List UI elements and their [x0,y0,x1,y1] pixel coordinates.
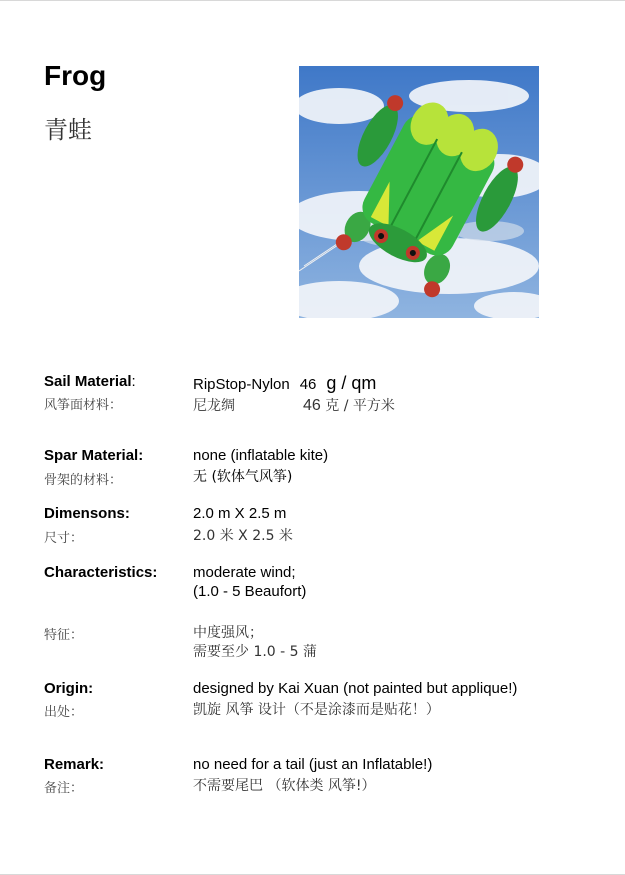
sail-material-label: Sail Material: [44,373,136,390]
sail-material-value-cn: 尼龙绸 46 克 / 平方米 [193,397,395,414]
remark-label: Remark: [44,756,105,773]
characteristics-value-line2: (1.0 - 5 Beaufort) [193,583,307,600]
dimensions-label: Dimensons: [44,505,130,522]
characteristics-value-cn-line2: 需要至少 1.0 - 5 蒲 [193,644,318,660]
origin-value-cn: 凯旋 风筝 设计（不是涂漆而是贴花！） [193,702,440,718]
dimensions-label-cn: 尺寸： [44,531,84,546]
characteristics-value-cn-line1: 中度强风； [193,625,263,641]
origin-label-cn: 出处： [44,705,84,720]
remark-value: no need for a tail (just an Inflatable!) [193,756,433,773]
remark-value-cn: 不需要尾巴 （软体类 风筝!） [193,778,376,794]
dimensions-value-cn: 2.0 米 X 2.5 米 [193,528,293,544]
top-rule [0,0,625,1]
sail-material-value: RipStop-Nylon 46 g / qm [193,373,377,393]
spar-material-label: Spar Material: [44,447,144,464]
page-subtitle-cn: 青蛙 [44,116,92,144]
origin-value: designed by Kai Xuan (not painted but applique!) [193,680,518,697]
remark-label-cn: 备注： [44,781,84,796]
characteristics-label-cn: 特征： [44,628,84,643]
page-title: Frog [44,60,107,91]
spar-material-value-cn: 无 (软体气风筝) [193,469,293,485]
origin-label: Origin: [44,680,94,697]
frog-kite-photo [299,66,539,318]
dimensions-value: 2.0 m X 2.5 m [193,505,287,522]
characteristics-value-line1: moderate wind; [193,564,296,581]
sail-material-label-cn: 风筝面材料： [44,398,123,413]
spar-material-label-cn: 骨架的材料： [44,473,123,488]
spar-material-value: none (inflatable kite) [193,447,329,464]
characteristics-label: Characteristics: [44,564,158,581]
